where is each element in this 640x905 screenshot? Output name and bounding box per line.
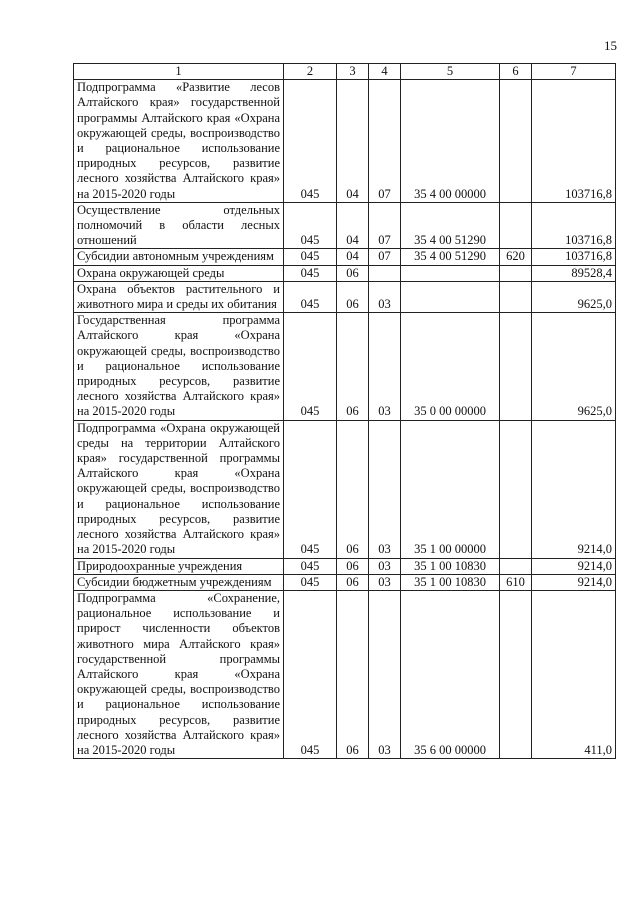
cell-ministry: 045	[284, 420, 337, 558]
cell-target-article: 35 4 00 51290	[401, 249, 500, 265]
cell-target-article: 35 6 00 00000	[401, 590, 500, 758]
cell-target-article	[401, 265, 500, 281]
cell-subsection: 03	[369, 558, 401, 574]
cell-ministry: 045	[284, 249, 337, 265]
cell-subsection: 03	[369, 281, 401, 312]
budget-table	[73, 63, 616, 759]
cell-expense-type	[500, 265, 532, 281]
cell-expense-type: 620	[500, 249, 532, 265]
cell-target-article: 35 4 00 00000	[401, 80, 500, 203]
row-name: Осуществление отдельных полномочий в области лесных отношений	[74, 202, 284, 249]
header-cell: 3	[337, 64, 369, 80]
cell-subsection: 03	[369, 574, 401, 590]
cell-section: 06	[337, 265, 369, 281]
header-row	[74, 64, 616, 80]
cell-target-article: 35 4 00 51290	[401, 202, 500, 249]
table-row	[74, 420, 616, 558]
table-row	[74, 558, 616, 574]
row-name: Охрана окружающей среды	[74, 265, 284, 281]
row-name: Природоохранные учреждения	[74, 558, 284, 574]
cell-subsection: 03	[369, 420, 401, 558]
cell-amount: 89528,4	[532, 265, 616, 281]
table-row	[74, 281, 616, 312]
cell-section: 06	[337, 313, 369, 420]
cell-target-article: 35 1 00 10830	[401, 558, 500, 574]
row-name: Субсидии бюджетным учреждениям	[74, 574, 284, 590]
cell-section: 06	[337, 590, 369, 758]
row-name: Субсидии автономным учреждениям	[74, 249, 284, 265]
cell-expense-type	[500, 80, 532, 203]
header-cell: 5	[401, 64, 500, 80]
cell-subsection: 03	[369, 313, 401, 420]
cell-ministry: 045	[284, 574, 337, 590]
cell-section: 04	[337, 80, 369, 203]
cell-expense-type	[500, 420, 532, 558]
cell-target-article: 35 0 00 00000	[401, 313, 500, 420]
table-row	[74, 265, 616, 281]
cell-subsection	[369, 265, 401, 281]
cell-expense-type: 610	[500, 574, 532, 590]
header-cell: 2	[284, 64, 337, 80]
header-cell: 1	[74, 64, 284, 80]
cell-amount: 9625,0	[532, 281, 616, 312]
cell-amount: 103716,8	[532, 202, 616, 249]
cell-ministry: 045	[284, 558, 337, 574]
cell-section: 04	[337, 202, 369, 249]
cell-amount: 9214,0	[532, 420, 616, 558]
row-name: Государственная программа Алтайского края «Охрана окружающей среды, воспроизводство и рациональное использование природных ресурсов, развитие лесного хозяйства Алтайского края» на 2015-2020 годы	[74, 313, 284, 420]
table-row	[74, 249, 616, 265]
cell-target-article	[401, 281, 500, 312]
cell-amount: 9214,0	[532, 574, 616, 590]
cell-target-article: 35 1 00 10830	[401, 574, 500, 590]
cell-target-article: 35 1 00 00000	[401, 420, 500, 558]
cell-amount: 411,0	[532, 590, 616, 758]
header-cell: 6	[500, 64, 532, 80]
table-row	[74, 574, 616, 590]
cell-section: 04	[337, 249, 369, 265]
row-name: Охрана объектов растительного и животного мира и среды их обитания	[74, 281, 284, 312]
table-row	[74, 80, 616, 203]
cell-section: 06	[337, 281, 369, 312]
cell-amount: 9214,0	[532, 558, 616, 574]
cell-expense-type	[500, 590, 532, 758]
cell-ministry: 045	[284, 202, 337, 249]
cell-expense-type	[500, 313, 532, 420]
table-row	[74, 202, 616, 249]
cell-ministry: 045	[284, 281, 337, 312]
row-name: Подпрограмма «Развитие лесов Алтайского края» государственной программы Алтайского края «Охрана окружающей среды, воспроизводство и рациональное использование природных ресурсов, развитие лесного хозяйства Алтайского края» на 2015-2020 годы	[74, 80, 284, 203]
page-number: 15	[604, 38, 617, 53]
cell-ministry: 045	[284, 590, 337, 758]
cell-expense-type	[500, 202, 532, 249]
cell-amount: 103716,8	[532, 249, 616, 265]
cell-subsection: 07	[369, 249, 401, 265]
cell-expense-type	[500, 558, 532, 574]
cell-amount: 9625,0	[532, 313, 616, 420]
cell-subsection: 07	[369, 80, 401, 203]
table-row	[74, 590, 616, 758]
cell-expense-type	[500, 281, 532, 312]
cell-ministry: 045	[284, 80, 337, 203]
cell-ministry: 045	[284, 265, 337, 281]
header-cell: 4	[369, 64, 401, 80]
cell-ministry: 045	[284, 313, 337, 420]
cell-section: 06	[337, 574, 369, 590]
cell-section: 06	[337, 420, 369, 558]
row-name: Подпрограмма «Сохранение, рациональное использование и прирост численности объектов животного мира Алтайского края» государственной программы Алтайского края «Охрана окружающей среды, воспроизводство и рациональное использование природных ресурсов, развитие лесного хозяйства Алтайского края» на 2015-2020 годы	[74, 590, 284, 758]
cell-subsection: 07	[369, 202, 401, 249]
cell-subsection: 03	[369, 590, 401, 758]
cell-amount: 103716,8	[532, 80, 616, 203]
table-row	[74, 313, 616, 420]
cell-section: 06	[337, 558, 369, 574]
row-name: Подпрограмма «Охрана окружающей среды на территории Алтайского края» государственной программы Алтайского края «Охрана окружающей среды, воспроизводство и рациональное использование природных ресурсов, развитие лесного хозяйства Алтайского края» на 2015-2020 годы	[74, 420, 284, 558]
header-cell: 7	[532, 64, 616, 80]
